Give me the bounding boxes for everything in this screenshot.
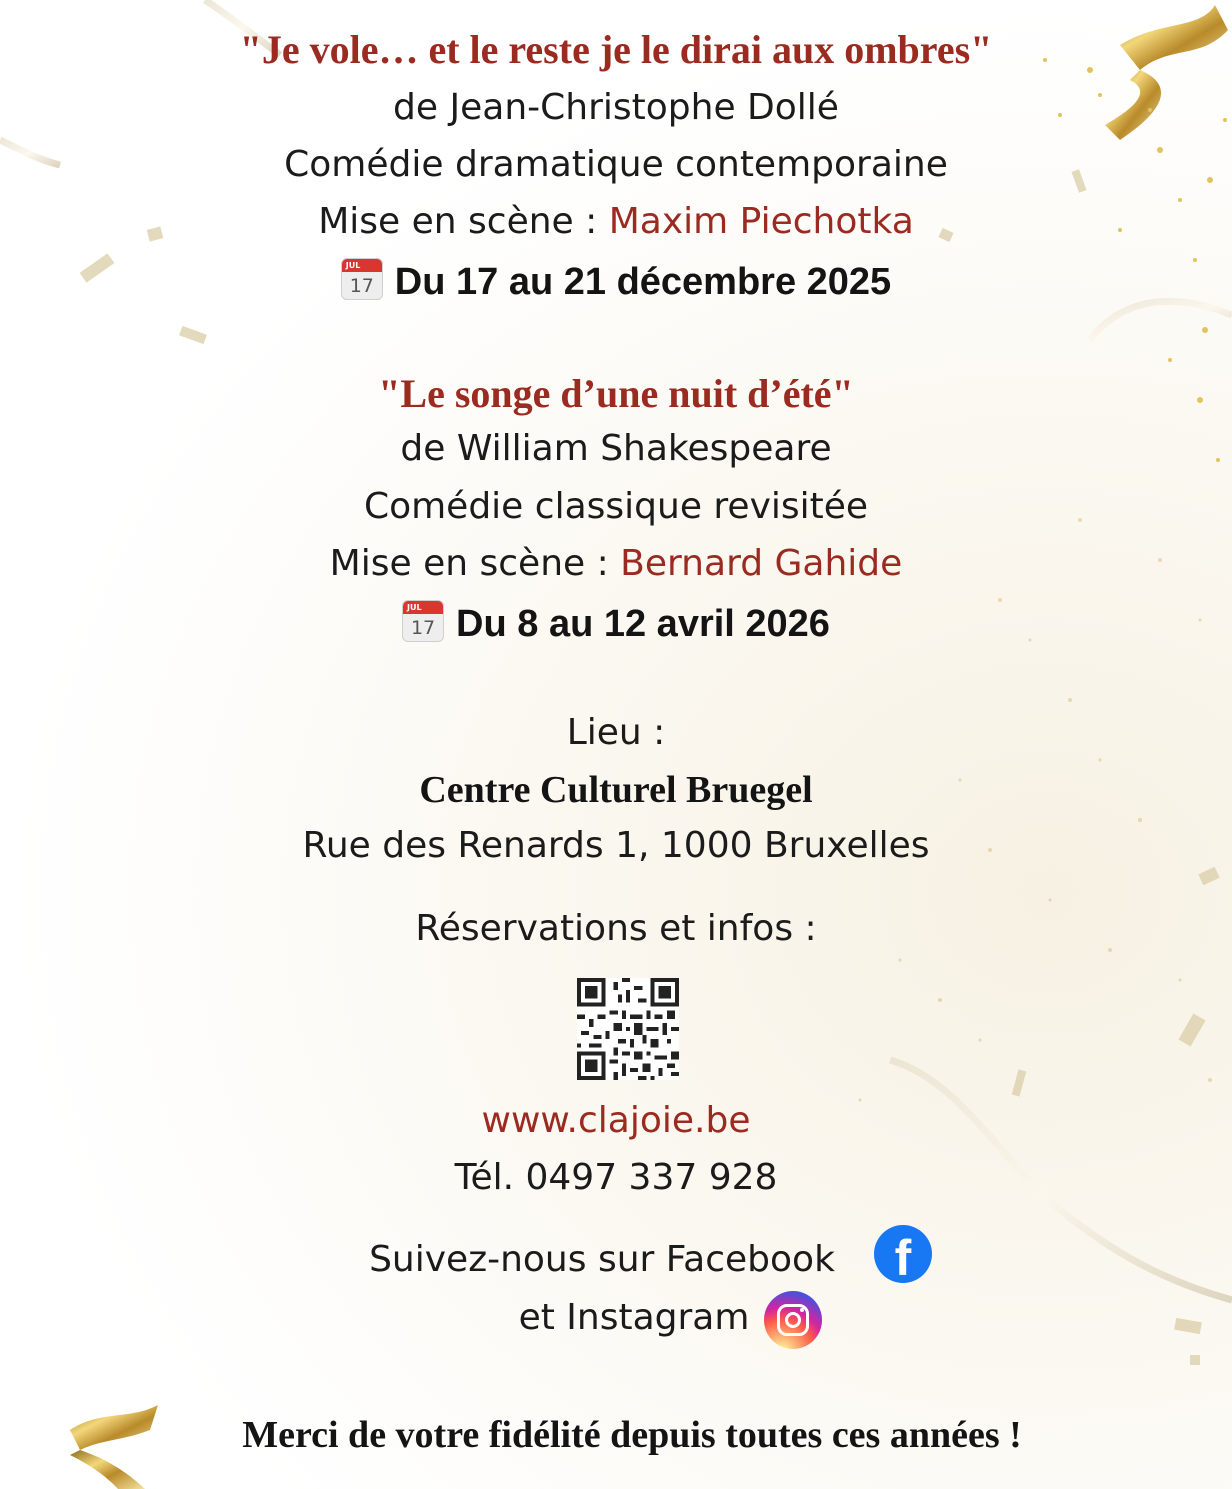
venue-name: Centre Culturel Bruegel (419, 769, 813, 811)
instagram-icon[interactable] (764, 1291, 822, 1349)
instagram-lens (785, 1312, 801, 1328)
venue-label: Lieu : (566, 712, 666, 753)
show2-author: de William Shakespeare (400, 428, 832, 469)
show2-director (0, 543, 1232, 584)
show2-title: "Le songe d’une nuit d’été" (378, 371, 854, 416)
show1-dates-text: Du 17 au 21 décembre 2025 (394, 261, 892, 303)
show2-dates (0, 600, 1232, 646)
show2-genre: Comédie classique revisitée (363, 486, 869, 527)
show1-director-label: Mise en scène : (318, 201, 609, 242)
show1-director-name: Maxim Piechotka (608, 201, 914, 242)
calendar-icon (341, 258, 383, 300)
calendar-day: 17 (410, 617, 436, 639)
website-link[interactable]: www.clajoie.be (481, 1100, 751, 1141)
calendar-icon (402, 600, 444, 642)
calendar-month: JUL (342, 259, 382, 272)
show2-dates-text: Du 8 au 12 avril 2026 (456, 603, 830, 645)
phone-number: Tél. 0497 337 928 (454, 1157, 778, 1198)
calendar-month: JUL (403, 601, 443, 614)
instagram-dot (800, 1308, 804, 1312)
show1-genre: Comédie dramatique contemporaine (284, 144, 948, 185)
facebook-text: Suivez-nous sur Facebook (369, 1239, 835, 1280)
show1-director (0, 201, 1232, 242)
show1-title: "Je vole… et le reste je le dirai aux ombres" (239, 27, 993, 72)
venue-address: Rue des Renards 1, 1000 Bruxelles (302, 825, 930, 866)
facebook-icon[interactable]: f (874, 1225, 932, 1283)
qr-code[interactable] (577, 978, 679, 1080)
show2-director-label: Mise en scène : (329, 543, 621, 584)
instagram-text: et Instagram (518, 1297, 750, 1338)
reservations-label: Réservations et infos : (415, 908, 817, 949)
show1-dates (0, 258, 1232, 304)
calendar-day: 17 (349, 275, 374, 297)
thanks-message: Merci de votre fidélité depuis toutes ces années ! (242, 1414, 1022, 1456)
show2-director-name: Bernard Gahide (620, 543, 903, 584)
show1-author: de Jean-Christophe Dollé (393, 87, 839, 128)
